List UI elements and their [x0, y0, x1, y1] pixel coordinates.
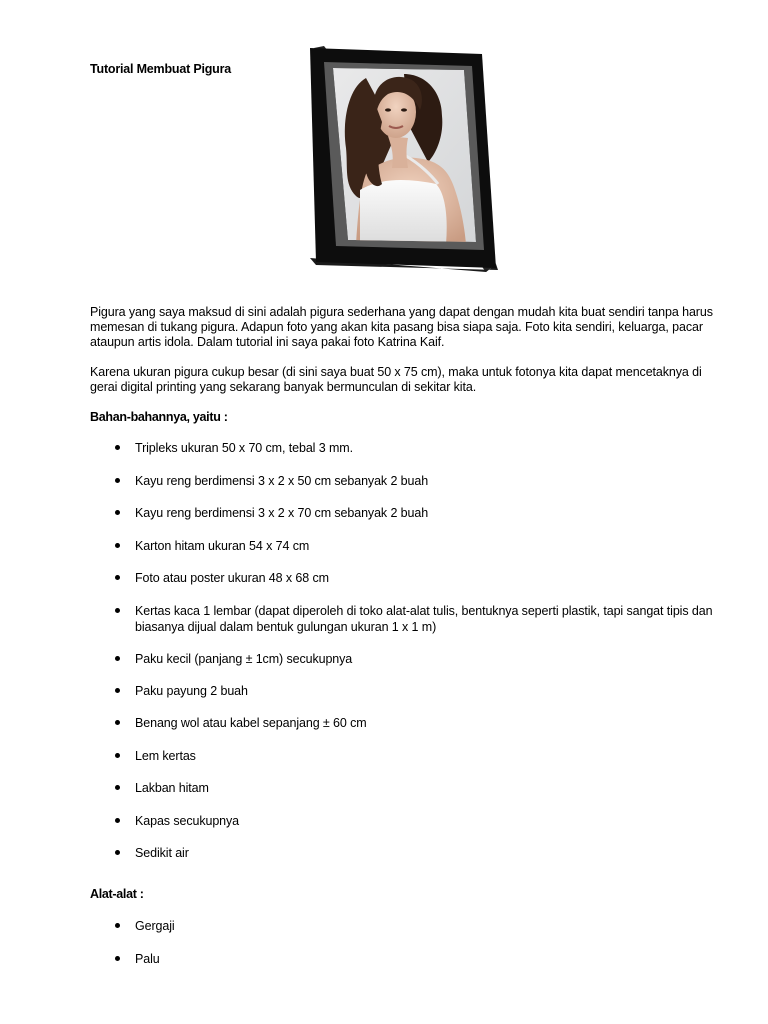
bullet-icon [115, 478, 120, 483]
bullet-icon [115, 688, 120, 693]
size-paragraph: Karena ukuran pigura cukup besar (di sini saya buat 50 x 75 cm), maka untuk fotonya kita dapat mencetaknya di gerai digital printing yang sekarang banyak bermunculan di sekitar kita. [90, 365, 702, 394]
bullet-icon [115, 818, 120, 823]
framed-portrait-photo-icon [296, 44, 502, 276]
page-title: Tutorial Membuat Pigura [90, 62, 232, 76]
list-item [135, 651, 725, 667]
list-item [135, 505, 725, 521]
list-item-label: Kayu reng berdimensi 3 x 2 x 50 cm sebanyak 2 buah [135, 474, 429, 488]
bullet-icon [115, 720, 120, 725]
list-item [135, 918, 725, 934]
list-item [135, 951, 725, 967]
bullet-icon [115, 785, 120, 790]
list-item [135, 748, 725, 764]
list-item [135, 440, 725, 456]
list-item [135, 603, 725, 635]
list-item [135, 845, 725, 861]
list-item [135, 813, 725, 829]
intro-paragraph: Pigura yang saya maksud di sini adalah pigura sederhana yang dapat dengan mudah kita buat sendiri tanpa harus memesan di tukang pigura. Adapun foto yang akan kita pasang bisa siapa saja. Foto kita sendiri, keluarga, pacar ataupun artis idola. Dalam tutorial ini saya pakai foto Katrina Kaif. [90, 305, 713, 349]
list-item-label: Kayu reng berdimensi 3 x 2 x 70 cm sebanyak 2 buah [135, 506, 429, 520]
list-item [135, 570, 725, 586]
list-item-label: Gergaji [135, 919, 175, 933]
list-item [135, 715, 725, 731]
list-item-label: Sedikit air [135, 846, 189, 860]
bullet-icon [115, 575, 120, 580]
bullet-icon [115, 850, 120, 855]
list-item-label: Palu [135, 952, 160, 966]
list-item-label: Foto atau poster ukuran 48 x 68 cm [135, 571, 329, 585]
bullet-icon [115, 923, 120, 928]
bullet-icon [115, 956, 120, 961]
list-item-label: Benang wol atau kabel sepanjang ± 60 cm [135, 716, 367, 730]
list-item-label: Lakban hitam [135, 781, 209, 795]
list-item [135, 780, 725, 796]
list-item-label: Kapas secukupnya [135, 814, 240, 828]
list-item-label: Karton hitam ukuran 54 x 74 cm [135, 539, 310, 553]
list-item-label: Paku kecil (panjang ± 1cm) secukupnya [135, 652, 353, 666]
list-item-label: Paku payung 2 buah [135, 684, 248, 698]
bullet-icon [115, 608, 120, 613]
materials-heading: Bahan-bahannya, yaitu : [90, 410, 228, 424]
list-item-label: Lem kertas [135, 749, 196, 763]
list-item-label: Tripleks ukuran 50 x 70 cm, tebal 3 mm. [135, 441, 353, 455]
bullet-icon [115, 445, 120, 450]
list-item [135, 538, 725, 554]
list-item [135, 683, 725, 699]
bullet-icon [115, 656, 120, 661]
list-item-label: Kertas kaca 1 lembar (dapat diperoleh di toko alat-alat tulis, bentuknya seperti plastik, tapi sangat tipis dan biasanya dijual dalam bentuk gulungan ukuran 1 x 1 m) [135, 604, 713, 634]
bullet-icon [115, 510, 120, 515]
bullet-icon [115, 753, 120, 758]
list-item [135, 473, 725, 489]
tools-heading: Alat-alat : [90, 887, 144, 901]
bullet-icon [115, 543, 120, 548]
